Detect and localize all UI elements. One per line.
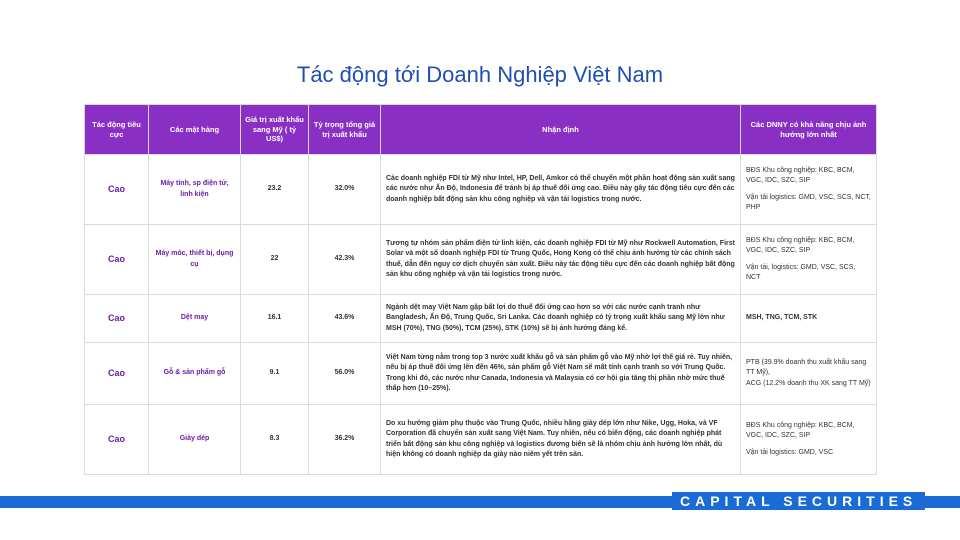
affected-firms-cell bbox=[741, 343, 877, 405]
assessment-cell: Do xu hướng giảm phụ thuộc vào Trung Quốc, nhiều hãng giày dép lớn như Nike, Ugg, Hoka, và VF Corporation đã chuyển sản xuất sang Việt Nam. Tuy nhiên, nếu có biến động, các doanh nghiệp phát triển bất động sản khu công nghiệp và logistics đương biến sẽ là nhóm chịu ảnh hưởng lớn nhất, dù hiện không có doanh nghiệp da giày nào niêm yết trên sàn. bbox=[381, 405, 741, 475]
header-export-value: Giá trị xuất khẩu sang Mỹ ( tỷ US$) bbox=[241, 105, 309, 155]
export-value-cell: 16.1 bbox=[241, 295, 309, 343]
assessment-cell: Tương tự nhóm sản phẩm điện tử linh kiện, các doanh nghiệp FDI từ Mỹ như Rockwell Automation, First Solar và một số doanh nghiệp FDI từ Trung Quốc, Hong Kong có thể chịu ảnh hưởng từ các chính sách thuế, dẫn đến nguy cơ dịch chuyển sản xuất. Điều này tác động tiêu cực đến các doanh nghiệp bất động sản khu công nghiệp và vận tải logistics trong nước. bbox=[381, 225, 741, 295]
impact-cell: Cao bbox=[85, 343, 149, 405]
assessment-cell: Các doanh nghiệp FDI từ Mỹ như Intel, HP, Dell, Amkor có thể chuyển một phần hoạt động sản xuất sang các nước như Ấn Độ, Indonesia để tránh bị áp thuế đối ứng cao. Điều này gây tác động tiêu cực đến các doanh nghiệp bất động sản khu công nghiệp và vận tải logistics trong nước. bbox=[381, 155, 741, 225]
header-affected-firms: Các DNNY có khả năng chịu ảnh hưởng lớn nhất bbox=[741, 105, 877, 155]
product-cell: Máy móc, thiết bị, dụng cụ bbox=[149, 225, 241, 295]
firms-line: PTB (39.9% doanh thu xuất khẩu sang TT Mỹ), bbox=[746, 359, 867, 377]
impact-table bbox=[84, 104, 877, 475]
firms-line: BĐS Khu công nghiệp: KBC, BCM, VGC, IDC, SZC, SIP bbox=[746, 422, 855, 440]
firms-line: BĐS Khu công nghiệp: KBC, BCM, VGC, IDC, SZC, SIP bbox=[746, 167, 855, 185]
export-share-cell: 42.3% bbox=[309, 225, 381, 295]
firms-line: MSH, TNG, TCM, STK bbox=[746, 314, 818, 322]
impact-cell: Cao bbox=[85, 295, 149, 343]
impact-cell: Cao bbox=[85, 225, 149, 295]
firms-line: Vận tải logistics: GMD, VSC, SCS, NCT, PHP bbox=[746, 193, 871, 211]
export-share-cell: 36.2% bbox=[309, 405, 381, 475]
affected-firms-cell bbox=[741, 225, 877, 295]
header-assessment: Nhận định bbox=[381, 105, 741, 155]
header-export-share: Tỷ trọng tổng giá trị xuất khẩu bbox=[309, 105, 381, 155]
table-row bbox=[85, 343, 877, 405]
table-row bbox=[85, 405, 877, 475]
brand-footer: CAPITAL SECURITIES bbox=[672, 492, 925, 510]
table-row bbox=[85, 155, 877, 225]
export-value-cell: 8.3 bbox=[241, 405, 309, 475]
export-value-cell: 23.2 bbox=[241, 155, 309, 225]
export-value-cell: 9.1 bbox=[241, 343, 309, 405]
table-header-row bbox=[85, 105, 877, 155]
product-cell: Giày dép bbox=[149, 405, 241, 475]
table-row bbox=[85, 225, 877, 295]
assessment-cell: Ngành dệt may Việt Nam gặp bất lợi do thuế đối ứng cao hơn so với các nước cạnh tranh như Bangladesh, Ấn Độ, Trung Quốc, Sri Lanka. Các doanh nghiệp có tỷ trọng xuất khẩu sang Mỹ lớn như MSH (70%), TNG (50%), TCM (25%), STK (10%) sẽ bị ảnh hưởng đáng kể. bbox=[381, 295, 741, 343]
product-cell: Dệt may bbox=[149, 295, 241, 343]
affected-firms-cell bbox=[741, 155, 877, 225]
impact-cell: Cao bbox=[85, 405, 149, 475]
export-value-cell: 22 bbox=[241, 225, 309, 295]
impact-cell: Cao bbox=[85, 155, 149, 225]
affected-firms-cell bbox=[741, 405, 877, 475]
affected-firms-cell bbox=[741, 295, 877, 343]
product-cell: Gỗ & sản phẩm gỗ bbox=[149, 343, 241, 405]
header-impact: Tác động tiêu cực bbox=[85, 105, 149, 155]
header-product: Các mặt hàng bbox=[149, 105, 241, 155]
assessment-cell: Việt Nam từng nằm trong top 3 nước xuất khẩu gỗ và sản phẩm gỗ vào Mỹ nhờ lợi thế giá rẻ. Tuy nhiên, nếu bị áp thuế đối ứng lên đến 46%, sản phẩm gỗ Việt Nam sẽ mất tính cạnh tranh so với Trung Quốc. Trong khi đó, các nước như Canada, Indonesia và Malaysia có cơ hội gia tăng thị phần nhờ mức thuế thấp hơn (10–25%). bbox=[381, 343, 741, 405]
export-share-cell: 43.6% bbox=[309, 295, 381, 343]
export-share-cell: 32.0% bbox=[309, 155, 381, 225]
table-row bbox=[85, 295, 877, 343]
export-share-cell: 56.0% bbox=[309, 343, 381, 405]
firms-line: ACG (12.2% doanh thu XK sang TT Mỹ) bbox=[746, 379, 871, 387]
product-cell: Máy tính, sp điện tử, linh kiện bbox=[149, 155, 241, 225]
firms-line: BĐS Khu công nghiệp: KBC, BCM, VGC, IDC, SZC, SIP bbox=[746, 237, 855, 255]
firms-line: Vận tải, logistics: GMD, VSC, SCS, NCT bbox=[746, 263, 856, 281]
firms-line: Vận tải logistics: GMD, VSC bbox=[746, 448, 834, 456]
page-title: Tác động tới Doanh Nghiệp Việt Nam bbox=[296, 62, 664, 87]
